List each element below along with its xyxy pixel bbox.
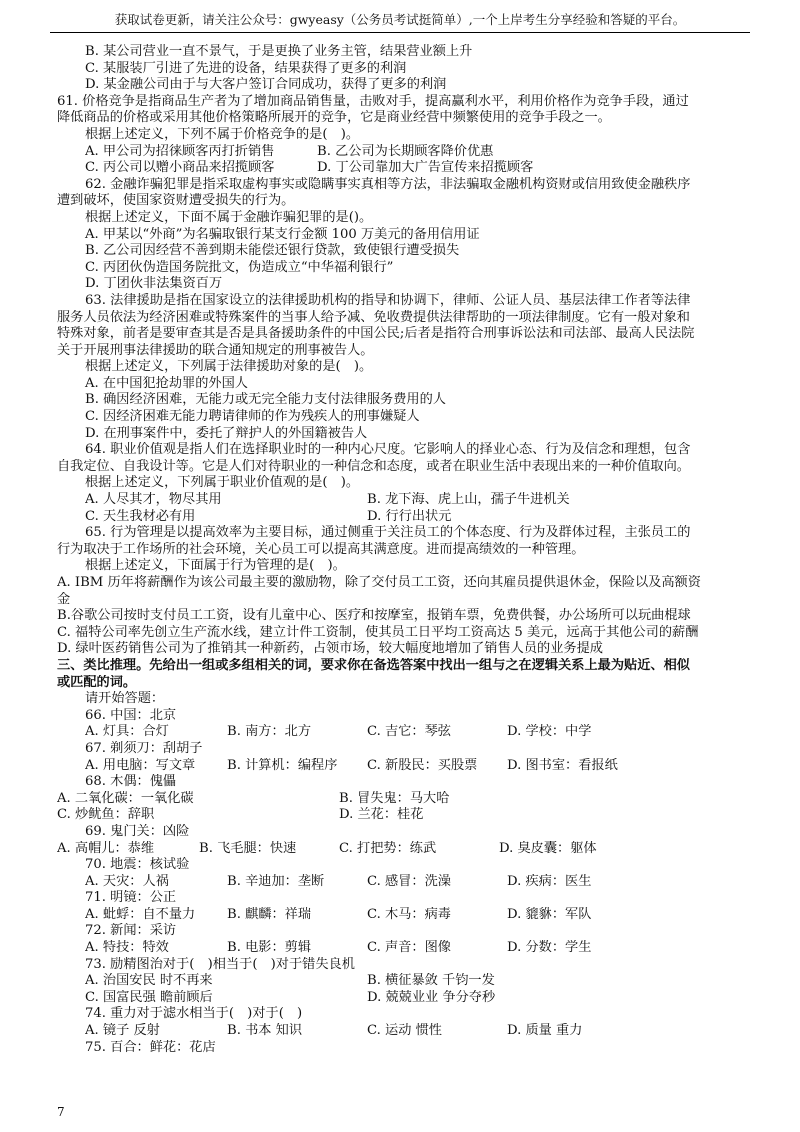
text-line: 64. 职业价值观是指人们在选择职业时的一种内心尺度。它影响人的择业心态、行为及信念和理想，包含 [85,442,691,458]
text-line: 65. 行为管理是以提高效率为主要目标，通过侧重于关注员工的个体态度、行为及群体过程，主张员工的 [85,525,691,541]
option-item: D. 疾病：医生 [507,873,592,889]
option-item: B. 书本 知识 [227,1023,303,1039]
text-line: C. 因经济困难无能力聘请律师的作为残疾人的刑事嫌疑人 [85,409,420,425]
option-item: A. 二氧化碳：一氧化碳 [57,790,194,806]
option-item: B. 麒麟：祥瑞 [227,906,312,922]
page-header: 获取试卷更新，请关注公众号：gwyeasy（公务员考试挺简单）,一个上岸考生分享经验和答疑的平台。 [50,10,750,33]
option-item: A. 灯具：合灯 [85,724,169,740]
option-item: D. 兰花：桂花 [339,807,424,823]
option-item: C. 炒鱿鱼：辞职 [57,807,155,823]
text-line: D. 丁团伙非法集资百万 [85,276,223,292]
text-line: 服务人员依法为经济困难或特殊案件的当事人给予减、免收费提供法律帮助的一项法律制度。它有一般对象和 [57,309,690,325]
option-row [57,807,747,824]
option-row [57,940,747,957]
option-item: B. 辛迪加：垄断 [227,873,325,889]
option-item: D. 行行出状元 [367,508,452,524]
text-line: 金 [57,591,71,607]
text-line: C. 福特公司率先创立生产流水线，建立计件工资制，使其员工日平均工资高达 5 美元，远高于其他公司的薪酬 [57,624,699,640]
text-line: D. 在刑事案件中，委托了辩护人的外国籍被告人 [85,425,368,441]
option-item: B. 龙下海、虎上山，孺子牛进机关 [367,492,570,508]
option-item: A. 天灾：人祸 [85,873,169,889]
option-item: A. 特技：特效 [85,940,169,956]
option-row [57,160,747,177]
option-item: C. 天生我材必有用 [85,508,196,524]
text-line: B.谷歌公司按时支付员工工资，设有儿童中心、医疗和按摩室，报销车票，免费供餐，办公场所可以玩曲棍球 [57,608,691,624]
option-item: C. 打把势：练武 [339,840,437,856]
text-line: B. 某公司营业一直不景气，于是更换了业务主管，结果营业额上升 [85,44,473,59]
text-line: D. 某金融公司由于与大客户签订合同成功，获得了更多的利润 [85,77,447,93]
option-item: C. 感冒：洗澡 [367,873,451,889]
option-item: C. 声音：图像 [367,940,451,956]
section-heading-line: 或匹配的词。 [57,674,137,690]
option-row [57,841,747,858]
option-item: A. 治国安民 时不再来 [85,973,213,989]
text-line: C. 丙团伙伪造国务院批文，伪造成立“中华福利银行” [85,259,394,275]
option-row [57,724,747,741]
text-line: 降低商品的价格或采用其他价格策略所展开的竞争，它是商业经营中频繁使用的竞争手段之一。 [57,110,611,126]
text-line: 根据上述定义，下列属于法律援助对象的是( )。 [85,359,373,375]
text-line: 根据上述定义，下面不属于金融诈骗犯罪的是()。 [85,209,373,225]
option-item: A. 高帽儿：恭维 [57,840,155,856]
document-body [57,44,747,1056]
option-item: D. 分数：学生 [507,940,592,956]
text-line: 关于开展刑事法律援助的联合通知规定的刑事被告人。 [57,342,374,358]
option-item: A. 镜子 反射 [85,1023,160,1039]
text-line: B. 确因经济困难，无能力或无完全能力支付法律服务费用的人 [85,392,446,408]
text-line: 74. 重力对于滤水相当于( )对于( ) [85,1006,303,1022]
option-item: B. 电影：剪辑 [227,940,312,956]
text-line: 71. 明镜：公正 [85,890,177,906]
text-line: 根据上述定义，下列不属于价格竞争的是( )。 [85,126,360,142]
option-item: C. 丙公司以赠小商品来招揽顾客 [85,160,275,176]
text-line: 自我定位、自我设计等。它是人们对待职业的一种信念和态度，或者在职业生活中表现出来的一种价值取向。 [57,458,690,474]
option-item: D. 貔貅：军队 [507,906,592,922]
option-row [57,973,747,990]
option-item: A. 蚍蜉：自不量力 [85,906,196,922]
option-row [57,758,747,775]
option-item: D. 兢兢业业 争分夺秒 [367,989,496,1005]
option-item: C. 运动 惯性 [367,1023,442,1039]
option-item: C. 吉它：琴弦 [367,724,451,740]
option-item: B. 飞毛腿：快速 [199,840,297,856]
option-row [57,907,747,924]
option-item: B. 南方：北方 [227,724,312,740]
option-item: C. 国富民强 瞻前顾后 [85,989,213,1005]
option-item: B. 计算机：编程序 [227,757,338,773]
text-line: 72. 新闻：采访 [85,923,177,939]
option-item: D. 臭皮囊：躯体 [499,840,597,856]
option-item: A. 用电脑：写文章 [85,757,196,773]
text-line: C. 某服装厂引进了先进的设备，结果获得了更多的利润 [85,60,407,76]
text-line: A. 甲某以“外商”为名骗取银行某支行金额 100 万美元的备用信用证 [85,226,480,242]
option-item: C. 木马：病毒 [367,906,451,922]
text-line: 根据上述定义，下列属于职业价值观的是( )。 [85,475,360,491]
text-line: 请开始答题： [85,691,165,707]
option-item: C. 新股民：买股票 [367,757,478,773]
text-line: A. 在中国犯抢劫罪的外国人 [85,375,248,391]
option-item: D. 丁公司靠加大广告宣传来招揽顾客 [317,160,534,176]
option-item: D. 质量 重力 [507,1023,583,1039]
text-line: 67. 剃须刀：刮胡子 [85,740,203,756]
option-row [57,144,747,161]
option-item: B. 冒失鬼：马大哈 [339,790,450,806]
text-line: 行为取决于工作场所的社会环境，关心员工可以提高其满意度。进而提高绩效的一种管理。 [57,541,585,557]
option-item: D. 图书室：看报纸 [507,757,618,773]
option-row [57,990,747,1007]
text-line: 63. 法律援助是指在国家设立的法律援助机构的指导和协调下，律师、公证人员、基层法律工作者等法律 [85,292,691,308]
text-line: 69. 鬼门关：凶险 [85,823,190,839]
text-line: D. 绿叶医药销售公司为了推销其一种新药，占领市场，较大幅度地增加了销售人员的业务提成 [57,641,603,657]
option-row [57,492,747,509]
text-line: 遭到破坏，使国家资财遭受损失的行为。 [57,193,295,209]
text-line: 68. 木偶：傀儡 [85,774,177,790]
text-line: 66. 中国：北京 [85,707,177,723]
text-line: 特殊对象，前者是要审查其是否是具备援助条件的中国公民;后者是指符合刑事诉讼法和司法部、最高人民法院 [57,326,695,342]
text-line: B. 乙公司因经营不善到期未能偿还银行贷款，致使银行遭受损失 [85,243,460,259]
option-row [57,509,747,526]
text-line: 61. 价格竞争是指商品生产者为了增加商品销售量，击败对手，提高赢利水平，利用价格作为竞争手段，通过 [57,93,689,109]
text-line: A. IBM 历年将薪酬作为该公司最主要的激励物，除了交付员工工资，还向其雇员提供退休金，保险以及高额资 [57,575,701,590]
text-line: 73. 励精图治对于( )相当于( )对于错失良机 [85,956,355,972]
option-item: B. 乙公司为长期顾客降价优惠 [317,143,494,159]
text-line: 70. 地震：核试验 [85,857,190,873]
text-line: 根据上述定义，下面属于行为管理的是( )。 [85,558,346,574]
option-row [57,791,747,808]
option-item: A. 甲公司为招徕顾客丙打折销售 [85,143,275,159]
option-row [57,1023,747,1040]
section-heading-line: 三、类比推理。先给出一组或多组相关的词，要求你在备选答案中找出一组与之在逻辑关系上最为贴近、相似 [57,657,690,673]
text-line: 75. 百合：鲜花：花店 [85,1039,216,1055]
option-item: B. 横征暴敛 千钧一发 [367,973,495,989]
option-item: A. 人尽其才，物尽其用 [85,492,222,508]
text-line: 62. 金融诈骗犯罪是指采取虚构事实或隐瞒事实真相等方法，非法骗取金融机构资财或信用致使金融秩序 [85,176,691,192]
option-row [57,874,747,891]
page-number: 7 [57,1105,65,1119]
option-item: D. 学校：中学 [507,724,592,740]
